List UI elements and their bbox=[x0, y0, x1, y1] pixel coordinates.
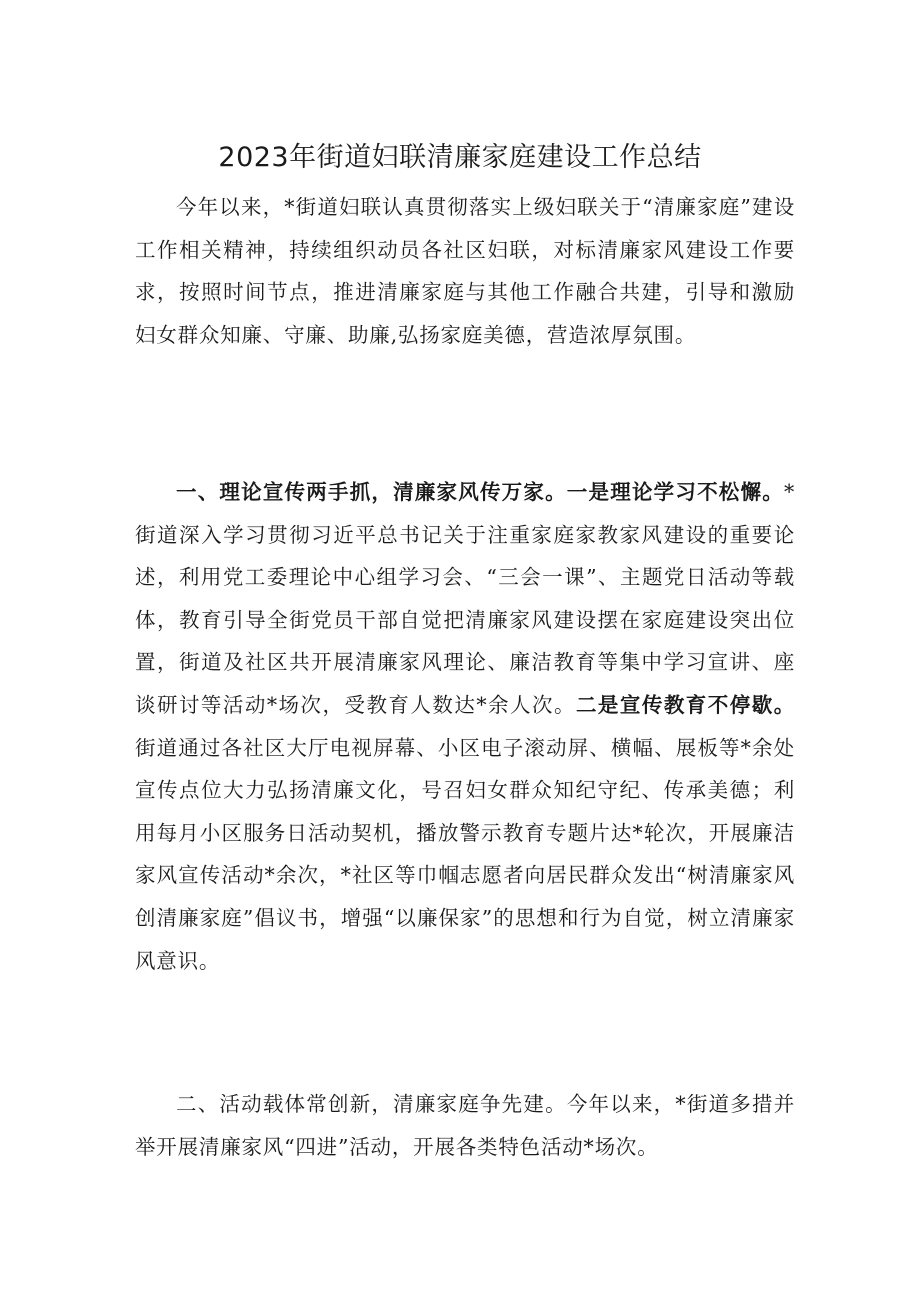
section-one-text-b: 街道通过各社区大厅电视屏幕、小区电子滚动屏、横幅、展板等*余处宣传点位大力弘扬清廉文化，号召妇女群众知纪守纪、传承美德；利用每月小区服务日活动契机，播放警示教育专题片达*轮次，开展廉洁家风宣传活动*余次，*社区等巾帼志愿者向居民群众发出“树清廉家风创清廉家庭”倡议书，增强“以廉保家”的思想和行为自觉，树立清廉家风意识。 bbox=[135, 735, 795, 973]
paragraph-intro-text: 今年以来，*街道妇联认真贯彻落实上级妇联关于“清廉家庭”建设工作相关精神，持续组织动员各社区妇联，对标清廉家风建设工作要求，按照时间节点，推进清廉家庭与其他工作融合共建，引导和激励妇女群众知廉、守廉、助廉,弘扬家庭美德，营造浓厚氛围。 bbox=[135, 195, 795, 347]
section-one-text-a: *街道深入学习贯彻习近平总书记关于注重家庭家教家风建设的重要论述，利用党工委理论中心组学习会、“三会一课”、主题党日活动等载体，教育引导全街党员干部自觉把清廉家风建设摆在家庭建设突出位置，街道及社区共开展清廉家风理论、廉洁教育等集中学习宣讲、座谈研讨等活动*场次，受教育人数达*余人次。 bbox=[135, 480, 795, 717]
document-title: 2023年街道妇联清廉家庭建设工作总结 bbox=[218, 142, 702, 173]
section-one-heading: 一、理论宣传两手抓，清廉家风传万家。一是理论学习不松懈。 bbox=[176, 480, 784, 504]
paragraph-section-two bbox=[135, 1083, 795, 1168]
paragraph-intro bbox=[135, 186, 795, 356]
section-two-text: 二、活动载体常创新，清廉家庭争先建。今年以来，*街道多措并举开展清廉家风“四进”活动，开展各类特色活动*场次。 bbox=[135, 1092, 795, 1159]
section-one-subheading: 二是宣传教育不停歇。 bbox=[575, 692, 795, 717]
paragraph-section-one bbox=[135, 471, 795, 982]
